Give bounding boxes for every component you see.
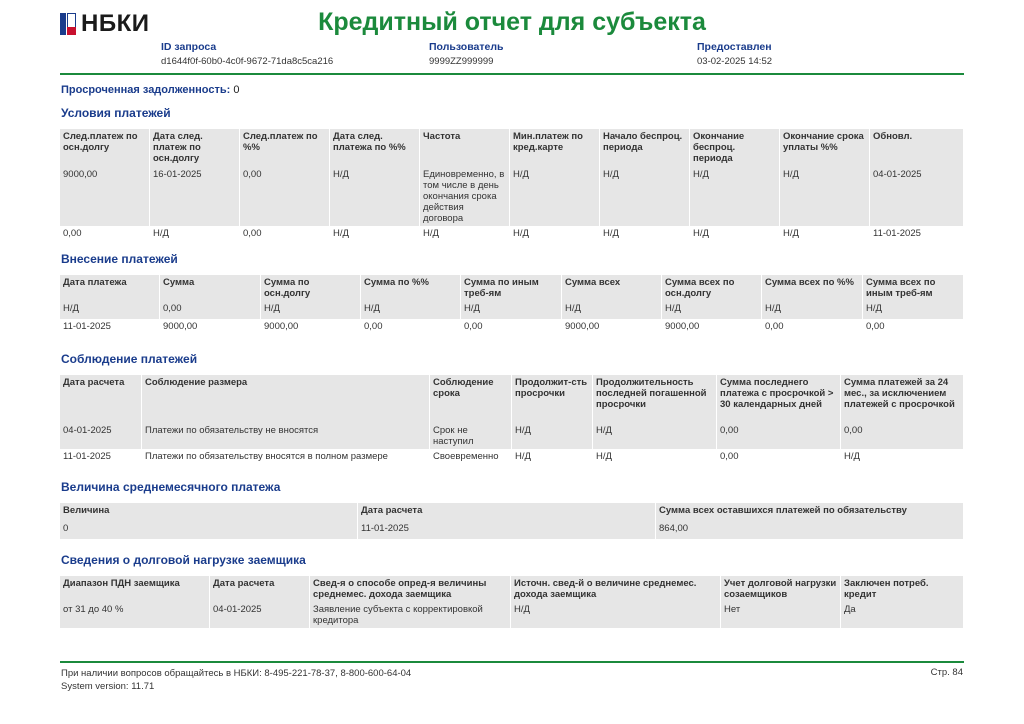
table-cell: Н/Д [512, 449, 593, 467]
table-cell: Н/Д [510, 226, 600, 245]
section-avg-payment: Величина среднемесячного платежа [61, 480, 281, 494]
table-cell: Н/Д [60, 301, 160, 319]
footer [61, 667, 411, 693]
request-id-label: ID запроса [161, 41, 217, 53]
column-header: Сумма [160, 275, 261, 301]
table-cell: Н/Д [330, 167, 420, 226]
table-cell: Н/Д [762, 301, 863, 319]
table-cell: Н/Д [330, 226, 420, 245]
table-cell: Н/Д [863, 301, 964, 319]
column-header: Учет долговой нагрузки созаемщиков [721, 576, 841, 602]
section-payment-compliance: Соблюдение платежей [61, 352, 198, 366]
table-cell: Н/Д [150, 226, 240, 245]
table-header-row [60, 576, 964, 602]
table-cell: Н/Д [841, 449, 964, 467]
table-cell: 0,00 [240, 167, 330, 226]
overdue-value: 0 [233, 84, 240, 96]
column-header: Обновл. [870, 129, 964, 167]
column-header: Окончание срока уплаты %% [780, 129, 870, 167]
page-title: Кредитный отчет для субъекта [318, 8, 706, 36]
table-cell: Да [841, 602, 964, 628]
page-number: Стр. 84 [930, 667, 963, 678]
column-header: Частота [420, 129, 510, 167]
table-cell: Н/Д [261, 301, 361, 319]
column-header: Диапазон ПДН заемщика [60, 576, 210, 602]
table-row [60, 423, 964, 449]
column-header: След.платеж по осн.долгу [60, 129, 150, 167]
table-cell: 9000,00 [160, 319, 261, 337]
table-cell: 04-01-2025 [60, 423, 142, 449]
table-row [60, 226, 964, 245]
table-cell: Н/Д [593, 423, 717, 449]
column-header: Дата след. платеж по осн.долгу [150, 129, 240, 167]
column-header: Окончание беспроц. периода [690, 129, 780, 167]
table-cell: 04-01-2025 [870, 167, 964, 226]
section-debt-load: Сведения о долговой нагрузке заемщика [61, 553, 306, 567]
table-cell: 11-01-2025 [60, 319, 160, 337]
column-header: Сумма всех [562, 275, 662, 301]
request-id-value: d1644f0f-60b0-4c0f-9672-71da8c5ca216 [161, 56, 334, 67]
table-cell: 0,00 [361, 319, 461, 337]
table-cell: Своевременно [430, 449, 512, 467]
column-header: Продолжит-сть просрочки [512, 375, 593, 423]
footer-version: System version: 11.71 [61, 681, 155, 692]
column-header: Дата платежа [60, 275, 160, 301]
column-header: Свед-я о способе опред-я величины среднемес. дохода заемщика [310, 576, 511, 602]
header-divider [60, 73, 964, 75]
table-cell: Платежи по обязательству вносятся в полном размере [142, 449, 430, 467]
payment-compliance-table [60, 375, 964, 467]
table-cell: 11-01-2025 [60, 449, 142, 467]
table-cell: Н/Д [600, 226, 690, 245]
column-header: Продолжительность последней погашенной просрочки [593, 375, 717, 423]
overdue-label: Просроченная задолженность: [61, 84, 231, 96]
table-cell: Н/Д [420, 226, 510, 245]
column-header: Дата расчета [210, 576, 310, 602]
table-cell: Н/Д [690, 226, 780, 245]
table-row [60, 319, 964, 337]
column-header: Сумма по осн.долгу [261, 275, 361, 301]
payment-terms-table [60, 129, 964, 245]
table-header-row [60, 275, 964, 301]
table-cell: Н/Д [361, 301, 461, 319]
table-cell: Н/Д [600, 167, 690, 226]
table-cell: 0,00 [841, 423, 964, 449]
column-header: Сумма всех по иным треб-ям [863, 275, 964, 301]
table-cell: 9000,00 [662, 319, 762, 337]
table-cell: Заявление субъекта с корректировкой кредитора [310, 602, 511, 628]
table-cell: 16-01-2025 [150, 167, 240, 226]
table-row [60, 301, 964, 319]
user-label: Пользователь [429, 41, 504, 53]
table-header-row [60, 129, 964, 167]
section-payments-made: Внесение платежей [61, 252, 178, 266]
debt-load-table [60, 576, 964, 628]
table-cell: Н/Д [511, 602, 721, 628]
table-cell: Н/Д [562, 301, 662, 319]
column-header: Начало беспроц. периода [600, 129, 690, 167]
table-row [60, 449, 964, 467]
column-header: Мин.платеж по кред.карте [510, 129, 600, 167]
table-cell: 864,00 [656, 521, 964, 539]
table-row [60, 602, 964, 628]
table-cell: Н/Д [512, 423, 593, 449]
table-cell: Н/Д [662, 301, 762, 319]
table-cell: 11-01-2025 [870, 226, 964, 245]
table-cell: 11-01-2025 [358, 521, 656, 539]
table-cell: 0,00 [717, 449, 841, 467]
column-header: Дата след. платежа по %% [330, 129, 420, 167]
column-header: Сумма всех по %% [762, 275, 863, 301]
table-cell: 0,00 [863, 319, 964, 337]
column-header: След.платеж по %% [240, 129, 330, 167]
table-row [60, 167, 964, 226]
table-cell: 0 [60, 521, 358, 539]
table-cell: Н/Д [780, 226, 870, 245]
table-cell: Н/Д [510, 167, 600, 226]
payments-made-table [60, 275, 964, 337]
table-cell: Н/Д [593, 449, 717, 467]
column-header: Сумма последнего платежа с просрочкой > 30 календарных дней [717, 375, 841, 423]
column-header: Сумма платежей за 24 мес., за исключением платежей с просрочкой [841, 375, 964, 423]
table-cell: Платежи по обязательству не вносятся [142, 423, 430, 449]
table-cell: Н/Д [780, 167, 870, 226]
table-cell: Н/Д [690, 167, 780, 226]
table-cell: 9000,00 [60, 167, 150, 226]
table-cell: 0,00 [60, 226, 150, 245]
column-header: Дата расчета [60, 375, 142, 423]
table-cell: 0,00 [717, 423, 841, 449]
table-cell: 0,00 [762, 319, 863, 337]
column-header: Заключен потреб. кредит [841, 576, 964, 602]
table-cell: Единовременно, в том числе в день окончания срока действия договора [420, 167, 510, 226]
section-payment-terms: Условия платежей [61, 106, 171, 120]
table-header-row [60, 503, 964, 521]
table-row [60, 521, 964, 539]
avg-payment-table [60, 503, 964, 539]
table-cell: 0,00 [160, 301, 261, 319]
logo-text: НБКИ [81, 10, 150, 37]
table-cell: 04-01-2025 [210, 602, 310, 628]
table-cell: Н/Д [461, 301, 562, 319]
column-header: Соблюдение срока [430, 375, 512, 423]
user-value: 9999ZZ999999 [429, 56, 494, 67]
table-cell: 9000,00 [562, 319, 662, 337]
column-header: Соблюдение размера [142, 375, 430, 423]
table-cell: 0,00 [461, 319, 562, 337]
table-cell: 9000,00 [261, 319, 361, 337]
column-header: Величина [60, 503, 358, 521]
table-header-row [60, 375, 964, 423]
table-cell: от 31 до 40 % [60, 602, 210, 628]
table-cell: Срок не наступил [430, 423, 512, 449]
table-cell: Нет [721, 602, 841, 628]
column-header: Сумма всех по осн.долгу [662, 275, 762, 301]
column-header: Сумма всех оставшихся платежей по обязательству [656, 503, 964, 521]
column-header: Сумма по иным треб-ям [461, 275, 562, 301]
column-header: Источн. свед-й о величине среднемес. дохода заемщика [511, 576, 721, 602]
footer-contact: При наличии вопросов обращайтесь в НБКИ: 8-495-221-78-37, 8-800-600-64-04 [61, 668, 412, 679]
column-header: Сумма по %% [361, 275, 461, 301]
column-header: Дата расчета [358, 503, 656, 521]
footer-divider [60, 661, 964, 663]
provided-value: 03-02-2025 14:52 [697, 56, 773, 67]
provided-label: Предоставлен [697, 41, 772, 53]
overdue-debt [61, 84, 239, 96]
table-cell: 0,00 [240, 226, 330, 245]
